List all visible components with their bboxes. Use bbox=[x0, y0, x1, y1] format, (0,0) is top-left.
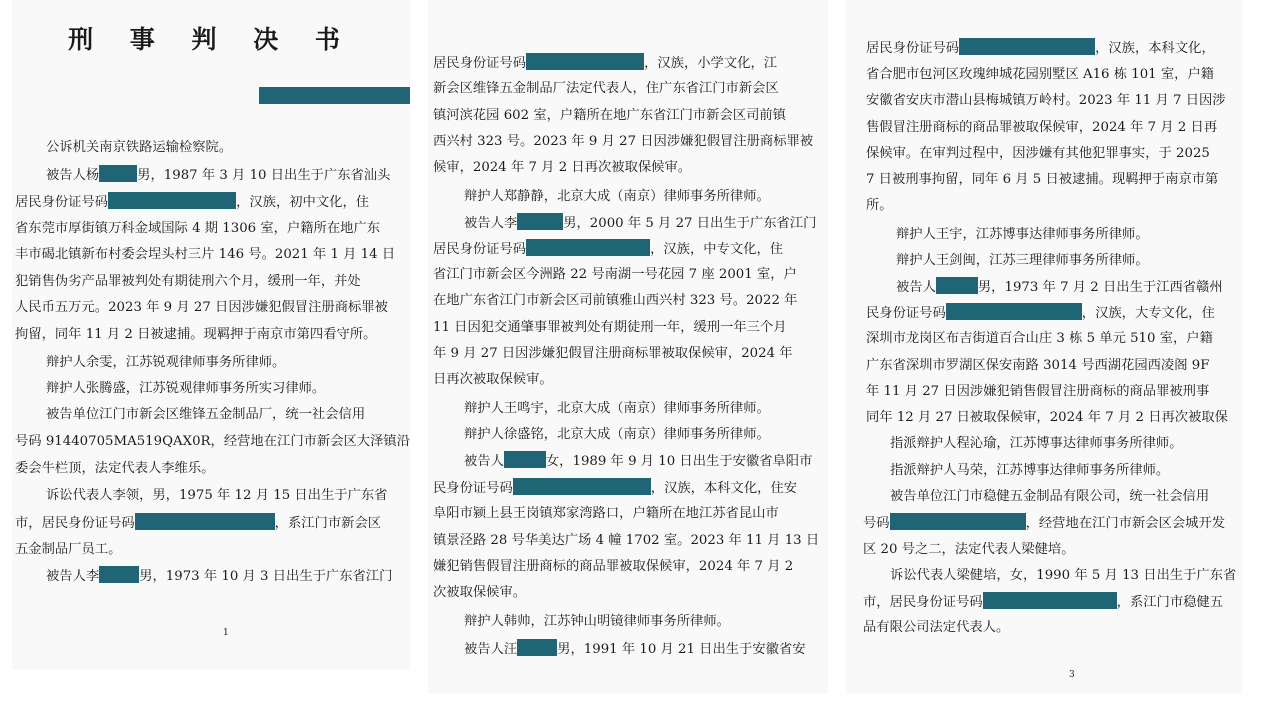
line-text: 候审，2024 年 7 月 2 日再次被取保候审。 bbox=[433, 160, 692, 175]
text-line bbox=[46, 165, 390, 185]
line-text: 嫌犯销售假冒注册商标的商品罪被取保候审，2024 年 7 月 2 bbox=[433, 559, 794, 574]
line-text: 11 日因犯交通肇事罪被判处有期徒刑一年，缓刑一年三个月 bbox=[433, 320, 787, 335]
text-line bbox=[433, 531, 819, 551]
line-text: 省江门市新会区今洲路 22 号南湖一号花园 7 座 2001 室，户 bbox=[433, 267, 797, 282]
text-line bbox=[464, 612, 730, 632]
line-text: 人民币五万元。2023 年 9 月 27 日因涉嫌犯假冒注册商标罪被 bbox=[15, 300, 388, 315]
line-text: 男，2000 年 5 月 27 日出生于广东省江门 bbox=[563, 216, 817, 231]
text-line bbox=[15, 245, 395, 265]
text-line bbox=[863, 513, 1225, 533]
redaction-box bbox=[99, 566, 139, 583]
line-text: 居民身份证号码 bbox=[866, 41, 960, 56]
text-line bbox=[46, 138, 232, 158]
text-line bbox=[464, 425, 770, 445]
line-text: 市，居民身份证号码 bbox=[863, 595, 983, 610]
line-text: 日再次被取保候审。 bbox=[433, 372, 553, 387]
line-text: 辩护人韩帅，江苏钟山明镜律师事务所律师。 bbox=[464, 614, 730, 629]
redaction-box bbox=[517, 639, 557, 656]
document-page-3 bbox=[846, 0, 1242, 694]
line-text: 指派辩护人马荣，江苏博事达律师事务所律师。 bbox=[890, 463, 1170, 478]
text-line bbox=[866, 196, 893, 216]
text-line bbox=[15, 192, 369, 212]
text-line bbox=[46, 405, 365, 425]
line-text: 镇景泾路 28 号华美达广场 4 幢 1702 室。2023 年 11 月 13 日 bbox=[433, 533, 820, 548]
text-line bbox=[890, 461, 1169, 481]
line-text: 男，1973 年 10 月 3 日出生于广东省江门 bbox=[139, 569, 393, 584]
text-line bbox=[433, 370, 553, 390]
text-line bbox=[46, 379, 325, 399]
line-text: 辩护人王剑闽，江苏三理律师事务所律师。 bbox=[896, 253, 1149, 268]
line-text: 辩护人郑静静，北京大成（南京）律师事务所律师。 bbox=[464, 189, 770, 204]
text-line bbox=[890, 487, 1209, 507]
text-line bbox=[863, 618, 1009, 638]
line-text: 辩护人徐盛铭，北京大成（南京）律师事务所律师。 bbox=[464, 427, 770, 442]
text-line bbox=[15, 272, 361, 292]
redaction-box bbox=[526, 53, 644, 70]
line-text: 7 日被刑事拘留，同年 6 月 5 日被逮捕。现羁押于南京市第 bbox=[866, 172, 1219, 187]
text-line bbox=[15, 325, 376, 345]
text-line bbox=[433, 504, 779, 524]
text-line bbox=[896, 251, 1149, 271]
line-text: 丰市碣北镇新布村委会埕头村三片 146 号。2021 年 1 月 14 日 bbox=[15, 247, 396, 262]
text-line bbox=[866, 170, 1218, 190]
text-line bbox=[433, 106, 786, 126]
text-line bbox=[15, 513, 381, 533]
text-line bbox=[15, 298, 388, 318]
text-line bbox=[866, 65, 1214, 85]
line-text: 省合肥市包河区玫瑰绅城花园别墅区 A16 栋 101 室，户籍 bbox=[866, 67, 1215, 82]
line-text: 安徽省安庆市潜山县梅城镇万岭村。2023 年 11 月 7 日因涉 bbox=[866, 93, 1226, 108]
text-line bbox=[433, 239, 783, 259]
text-line bbox=[46, 566, 392, 586]
text-line bbox=[866, 91, 1226, 111]
line-text: 被告人李 bbox=[46, 569, 100, 584]
line-text: 品有限公司法定代表人。 bbox=[863, 620, 1010, 635]
text-line bbox=[866, 303, 1215, 323]
line-text: 深圳市龙岗区布吉街道百合山庄 3 栋 5 单元 510 室，户籍 bbox=[866, 331, 1213, 346]
line-text: 男，1973 年 7 月 2 日出生于江西省赣州 bbox=[977, 280, 1223, 295]
line-text: 保候审。在审判过程中，因涉嫌有其他犯罪事实，于 2025 bbox=[866, 146, 1210, 161]
line-text: 市，居民身份证号码 bbox=[15, 516, 135, 531]
line-text: 次被取保候审。 bbox=[433, 585, 527, 600]
line-text: 镇河滨花园 602 室，户籍所在地广东省江门市新会区司前镇 bbox=[433, 108, 786, 123]
line-text: 被告人 bbox=[464, 454, 504, 469]
line-text: 被告单位江门市稳健五金制品有限公司，统一社会信用 bbox=[890, 489, 1210, 504]
text-line bbox=[866, 408, 1228, 428]
line-text: 年 11 月 27 日因涉嫌犯销售假冒注册商标的商品罪被刑事 bbox=[866, 384, 1210, 399]
line-text: ，汉族，本科文化，住安 bbox=[650, 481, 798, 496]
line-text: 居民身份证号码 bbox=[433, 242, 527, 257]
line-text: 同年 12 月 27 日被取保候审，2024 年 7 月 2 日再次被取保 bbox=[866, 410, 1228, 425]
document-page-1 bbox=[12, 0, 410, 670]
line-text: 男，1991 年 10 月 21 日出生于安徽省安 bbox=[557, 642, 806, 657]
text-line bbox=[433, 291, 797, 311]
line-text: 被告人 bbox=[896, 280, 936, 295]
line-text: 犯销售伪劣产品罪被判处有期徒刑六个月，缓刑一年，并处 bbox=[15, 274, 361, 289]
line-text: 辩护人王鸣宇，北京大成（南京）律师事务所律师。 bbox=[464, 401, 770, 416]
text-line bbox=[863, 592, 1223, 612]
text-line bbox=[866, 38, 1215, 58]
text-line bbox=[15, 219, 380, 239]
redaction-box bbox=[135, 513, 275, 530]
redaction-box bbox=[936, 277, 978, 294]
text-line bbox=[464, 187, 770, 207]
text-line bbox=[433, 557, 793, 577]
line-text: 省东莞市厚街镇万科金域国际 4 期 1306 室，户籍所在地广东 bbox=[15, 221, 381, 236]
text-line bbox=[464, 451, 812, 471]
line-text: 被告人汪 bbox=[464, 642, 518, 657]
line-text: 号码 bbox=[863, 516, 890, 531]
line-text: ，汉族，大专文化，住 bbox=[1081, 306, 1215, 321]
redaction-box bbox=[108, 192, 236, 209]
text-line bbox=[866, 382, 1209, 402]
line-text: 居民身份证号码 bbox=[433, 56, 527, 71]
line-text: ，系江门市新会区 bbox=[274, 516, 382, 531]
line-text: ，汉族，本科文化， bbox=[1095, 41, 1215, 56]
document-page-2 bbox=[428, 0, 828, 694]
line-text: ，经营地在江门市新会区会城开发 bbox=[1025, 516, 1226, 531]
line-text: 辩护人张腾盛，江苏锐观律师事务所实习律师。 bbox=[46, 381, 326, 396]
line-text: ，汉族，中专文化，住 bbox=[650, 242, 784, 257]
redaction-box bbox=[504, 451, 546, 468]
redaction-box bbox=[959, 38, 1095, 55]
text-line bbox=[15, 459, 214, 479]
text-line bbox=[866, 356, 1209, 376]
text-line bbox=[15, 432, 410, 452]
redaction-box bbox=[946, 303, 1082, 320]
line-text: 年 9 月 27 日因涉嫌犯假冒注册商标罪被取保候审，2024 年 bbox=[433, 346, 793, 361]
line-text: 新会区维锋五金制品厂法定代表人，住广东省江门市新会区 bbox=[433, 81, 779, 96]
text-line bbox=[46, 353, 285, 373]
text-line bbox=[433, 478, 797, 498]
text-line bbox=[464, 213, 816, 233]
text-line bbox=[866, 118, 1217, 138]
text-line bbox=[464, 639, 806, 659]
line-text: 公诉机关南京铁路运输检察院。 bbox=[46, 140, 233, 155]
text-line bbox=[896, 225, 1149, 245]
text-line bbox=[15, 540, 121, 560]
document-title: 刑 事 判 决 书 bbox=[68, 25, 354, 54]
line-text: 男，1987 年 3 月 10 日出生于广东省汕头 bbox=[137, 168, 391, 183]
text-line bbox=[433, 344, 793, 364]
text-line bbox=[866, 329, 1213, 349]
line-text: ，汉族，初中文化，住 bbox=[236, 195, 370, 210]
line-text: 诉讼代表人梁健培，女，1990 年 5 月 13 日出生于广东省 bbox=[890, 568, 1237, 583]
text-line bbox=[433, 53, 777, 73]
line-text: 女，1989 年 9 月 10 日出生于安徽省阜阳市 bbox=[545, 454, 813, 469]
line-text: 区 20 号之二，法定代表人梁健培。 bbox=[863, 542, 1075, 557]
line-text: 居民身份证号码 bbox=[15, 195, 109, 210]
line-text: 所。 bbox=[866, 198, 893, 213]
redaction-box bbox=[513, 478, 651, 495]
line-text: 售假冒注册商标的商品罪被取保候审，2024 年 7 月 2 日再 bbox=[866, 120, 1218, 135]
line-text: 辩护人王宇，江苏博事达律师事务所律师。 bbox=[896, 227, 1149, 242]
text-line bbox=[433, 132, 813, 152]
line-text: ，汉族，小学文化，江 bbox=[644, 56, 778, 71]
line-text: 号码 91440705MA519QAX0R，经营地在江门市新会区大泽镇沿 bbox=[15, 434, 410, 449]
redaction-box bbox=[99, 165, 137, 182]
line-text: 被告人杨 bbox=[46, 168, 100, 183]
text-line bbox=[433, 318, 787, 338]
line-text: 指派辩护人程沁瑜，江苏博事达律师事务所律师。 bbox=[890, 436, 1183, 451]
text-line bbox=[433, 79, 779, 99]
line-text: 被告单位江门市新会区维锋五金制品厂，统一社会信用 bbox=[46, 407, 366, 422]
page-number: 1 bbox=[223, 628, 229, 638]
line-text: 民身份证号码 bbox=[866, 306, 946, 321]
text-line bbox=[464, 399, 770, 419]
text-line bbox=[433, 158, 691, 178]
line-text: 阜阳市颍上县王岗镇郑家湾路口，户籍所在地江苏省昆山市 bbox=[433, 506, 779, 521]
line-text: 拘留，同年 11 月 2 日被逮捕。现羁押于南京市第四看守所。 bbox=[15, 327, 377, 342]
line-text: 五金制品厂员工。 bbox=[15, 542, 122, 557]
line-text: 委会牛栏顶，法定代表人李维乐。 bbox=[15, 461, 215, 476]
line-text: 西兴村 323 号。2023 年 9 月 27 日因涉嫌犯假冒注册商标罪被 bbox=[433, 134, 814, 149]
text-line bbox=[433, 583, 526, 603]
text-line bbox=[890, 566, 1236, 586]
text-line bbox=[46, 486, 387, 506]
page-number: 3 bbox=[1069, 670, 1075, 680]
line-text: 广东省深圳市罗湖区保安南路 3014 号西湖花园西凌阁 9F bbox=[866, 358, 1210, 373]
line-text: 被告人李 bbox=[464, 216, 518, 231]
redaction-box-case-number bbox=[259, 87, 410, 104]
text-line bbox=[433, 265, 797, 285]
redaction-box bbox=[526, 239, 650, 256]
text-line bbox=[866, 144, 1210, 164]
line-text: 辩护人余雯，江苏锐观律师事务所律师。 bbox=[46, 355, 286, 370]
line-text: 民身份证号码 bbox=[433, 481, 513, 496]
line-text: 诉讼代表人李领，男，1975 年 12 月 15 日出生于广东省 bbox=[46, 488, 388, 503]
text-line bbox=[890, 434, 1183, 454]
text-line bbox=[863, 540, 1075, 560]
redaction-box bbox=[517, 213, 563, 230]
line-text: 在地广东省江门市新会区司前镇雅山西兴村 323 号。2022 年 bbox=[433, 293, 798, 308]
text-line bbox=[896, 277, 1223, 297]
line-text: ，系江门市稳健五 bbox=[1116, 595, 1224, 610]
redaction-box bbox=[983, 592, 1117, 609]
redaction-box bbox=[890, 513, 1026, 530]
